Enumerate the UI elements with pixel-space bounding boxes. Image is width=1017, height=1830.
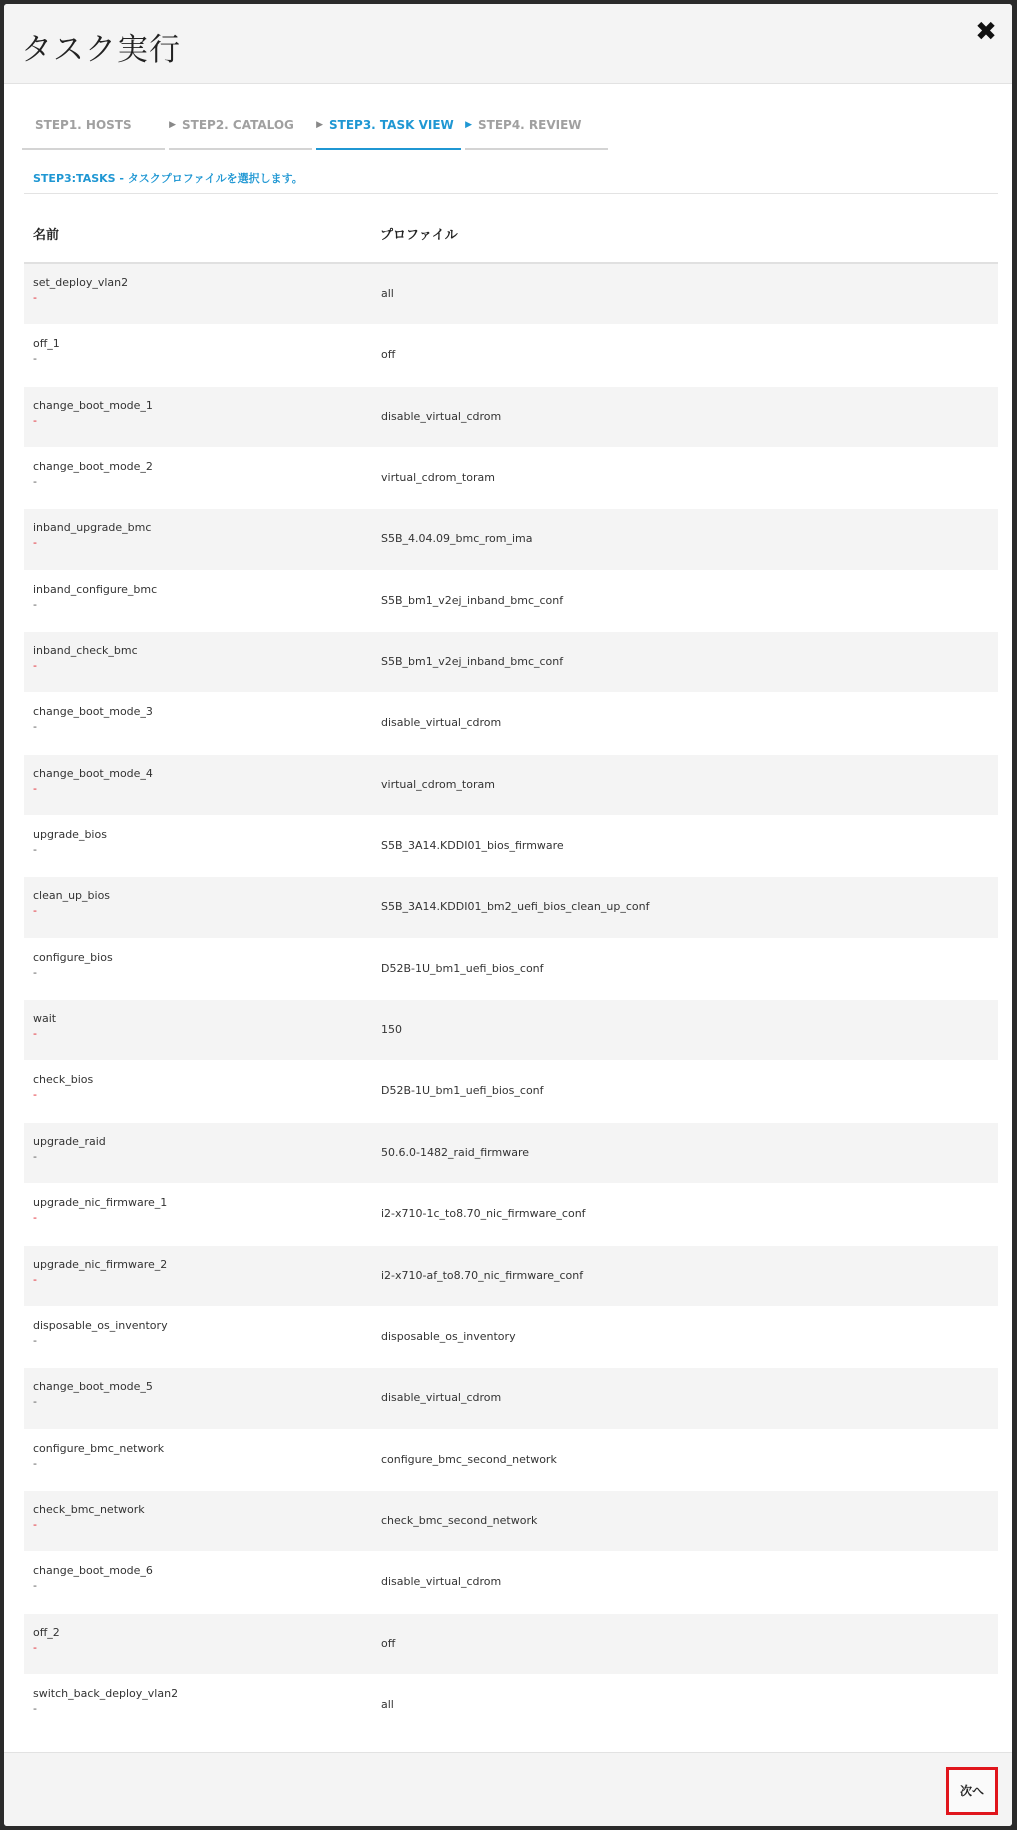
tab-step1-hosts[interactable] — [22, 102, 176, 150]
table-row[interactable] — [24, 1061, 998, 1122]
task-name: switch_back_deploy_vlan2 — [33, 1686, 179, 1700]
task-profile[interactable]: i2-x710-1c_to8.70_nic_firmware_conf — [381, 1207, 586, 1221]
task-profile[interactable]: virtual_cdrom_toram — [381, 471, 495, 485]
task-name: clean_up_bios — [33, 889, 111, 903]
task-profile[interactable]: 150 — [381, 1023, 402, 1037]
task-status-dash: - — [33, 1149, 37, 1163]
wizard-steps — [22, 102, 612, 150]
tab-step3-task-view[interactable] — [316, 102, 472, 150]
table-header — [24, 194, 998, 264]
task-name: wait — [33, 1012, 57, 1026]
task-status-dash: - — [33, 659, 37, 673]
next-button[interactable]: 次へ — [946, 1767, 998, 1815]
task-status-dash: - — [33, 1701, 37, 1715]
chevron-right-icon: ▶ — [316, 120, 323, 130]
task-profile[interactable]: i2-x710-af_to8.70_nic_firmware_conf — [381, 1268, 584, 1282]
tab-label: STEP2. CATALOG — [182, 118, 294, 132]
task-profile[interactable]: disposable_os_inventory — [381, 1329, 516, 1343]
task-status-dash: - — [33, 720, 37, 734]
table-row[interactable] — [24, 939, 998, 1000]
task-name: upgrade_nic_firmware_1 — [33, 1196, 168, 1210]
task-execution-modal — [4, 4, 1012, 1826]
tab-label: STEP4. REVIEW — [478, 118, 582, 132]
task-name: inband_upgrade_bmc — [33, 521, 152, 535]
tab-label: STEP3. TASK VIEW — [329, 118, 454, 132]
chevron-right-icon: ▶ — [465, 120, 472, 130]
step-description: STEP3:TASKS - タスクプロファイルを選択します。 — [33, 172, 303, 185]
task-table — [24, 194, 998, 1736]
table-row[interactable] — [24, 1552, 998, 1613]
task-status-dash: - — [33, 413, 37, 427]
table-row[interactable] — [24, 693, 998, 754]
column-header-name: 名前 — [33, 228, 60, 243]
table-row[interactable] — [24, 1184, 998, 1245]
task-name: change_boot_mode_6 — [33, 1564, 153, 1578]
task-status-dash: - — [33, 352, 37, 366]
task-name: off_2 — [33, 1625, 60, 1639]
task-status-dash: - — [33, 781, 37, 795]
task-profile[interactable]: S5B_bm1_v2ej_inband_bmc_conf — [381, 655, 564, 669]
table-row[interactable] — [24, 1491, 998, 1552]
table-row[interactable] — [24, 632, 998, 693]
table-row[interactable] — [24, 387, 998, 448]
task-profile[interactable]: S5B_bm1_v2ej_inband_bmc_conf — [381, 593, 564, 607]
task-name: change_boot_mode_4 — [33, 766, 153, 780]
table-row[interactable] — [24, 264, 998, 325]
task-profile[interactable]: all — [381, 1697, 394, 1711]
table-row[interactable] — [24, 1307, 998, 1368]
task-name: inband_configure_bmc — [33, 582, 158, 596]
task-name: set_deploy_vlan2 — [33, 276, 129, 289]
task-status-dash: - — [33, 291, 37, 304]
table-row[interactable] — [24, 755, 998, 816]
tab-label: STEP1. HOSTS — [35, 118, 132, 132]
task-status-dash: - — [33, 1395, 37, 1409]
tab-step2-catalog[interactable] — [169, 102, 323, 150]
task-name: configure_bios — [33, 950, 113, 964]
table-row[interactable] — [24, 1000, 998, 1061]
task-status-dash: - — [33, 536, 37, 550]
task-status-dash: - — [33, 1640, 37, 1654]
task-name: off_1 — [33, 337, 60, 351]
task-name: change_boot_mode_3 — [33, 705, 153, 719]
task-profile[interactable]: disable_virtual_cdrom — [381, 716, 502, 730]
task-profile[interactable]: D52B-1U_bm1_uefi_bios_conf — [381, 961, 544, 975]
table-row[interactable] — [24, 1368, 998, 1429]
task-profile[interactable]: check_bmc_second_network — [381, 1513, 538, 1527]
table-row[interactable] — [24, 877, 998, 938]
task-profile[interactable]: D52B-1U_bm1_uefi_bios_conf — [381, 1084, 544, 1098]
task-status-dash: - — [33, 1517, 37, 1531]
task-profile[interactable]: S5B_4.04.09_bmc_rom_ima — [381, 532, 533, 546]
task-status-dash: - — [33, 475, 37, 489]
column-header-profile: プロファイル — [380, 228, 458, 243]
task-status-dash: - — [33, 1456, 37, 1470]
modal-footer — [4, 1752, 1012, 1826]
task-status-dash: - — [33, 965, 37, 979]
task-name: inband_check_bmc — [33, 644, 138, 658]
task-profile[interactable]: off — [381, 1636, 396, 1650]
table-row[interactable] — [24, 571, 998, 632]
task-profile[interactable]: disable_virtual_cdrom — [381, 409, 502, 423]
table-row[interactable] — [24, 1246, 998, 1307]
table-row[interactable] — [24, 1123, 998, 1184]
task-profile[interactable]: S5B_3A14.KDDI01_bm2_uefi_bios_clean_up_conf — [381, 900, 650, 914]
tab-step4-review[interactable] — [465, 102, 608, 150]
task-name: check_bios — [33, 1073, 94, 1087]
close-icon[interactable]: ✖ — [975, 17, 997, 47]
task-status-dash: - — [33, 1027, 37, 1041]
table-row[interactable] — [24, 509, 998, 570]
table-row[interactable] — [24, 816, 998, 877]
task-profile[interactable]: disable_virtual_cdrom — [381, 1391, 502, 1405]
task-name: check_bmc_network — [33, 1502, 145, 1516]
table-row[interactable] — [24, 325, 998, 386]
task-status-dash: - — [33, 1211, 37, 1225]
table-row[interactable] — [24, 1430, 998, 1491]
task-name: upgrade_raid — [33, 1134, 106, 1148]
task-status-dash: - — [33, 904, 37, 918]
task-status-dash: - — [33, 1579, 37, 1593]
task-profile[interactable]: configure_bmc_second_network — [381, 1452, 557, 1466]
chevron-right-icon: ▶ — [169, 120, 176, 130]
task-profile[interactable]: all — [381, 287, 394, 300]
task-profile[interactable]: S5B_3A14.KDDI01_bios_firmware — [381, 839, 564, 853]
task-name: upgrade_bios — [33, 828, 107, 842]
task-profile[interactable]: 50.6.0-1482_raid_firmware — [381, 1145, 530, 1159]
task-name: change_boot_mode_1 — [33, 398, 153, 412]
modal-title: タスク実行 — [21, 32, 181, 68]
task-name: change_boot_mode_2 — [33, 460, 153, 474]
task-name: disposable_os_inventory — [33, 1318, 168, 1332]
modal-header — [4, 4, 1012, 84]
task-status-dash: - — [33, 597, 37, 611]
task-status-dash: - — [33, 1088, 37, 1102]
table-row[interactable] — [24, 1675, 998, 1736]
table-body — [24, 264, 998, 1736]
task-status-dash: - — [33, 843, 37, 857]
task-profile[interactable]: virtual_cdrom_toram — [381, 777, 495, 791]
task-status-dash: - — [33, 1272, 37, 1286]
table-row[interactable] — [24, 1614, 998, 1675]
table-row[interactable] — [24, 448, 998, 509]
task-profile[interactable]: off — [381, 348, 396, 362]
task-name: upgrade_nic_firmware_2 — [33, 1257, 168, 1271]
task-name: change_boot_mode_5 — [33, 1380, 153, 1394]
task-name: configure_bmc_network — [33, 1441, 165, 1455]
task-status-dash: - — [33, 1333, 37, 1347]
task-profile[interactable]: disable_virtual_cdrom — [381, 1575, 502, 1589]
